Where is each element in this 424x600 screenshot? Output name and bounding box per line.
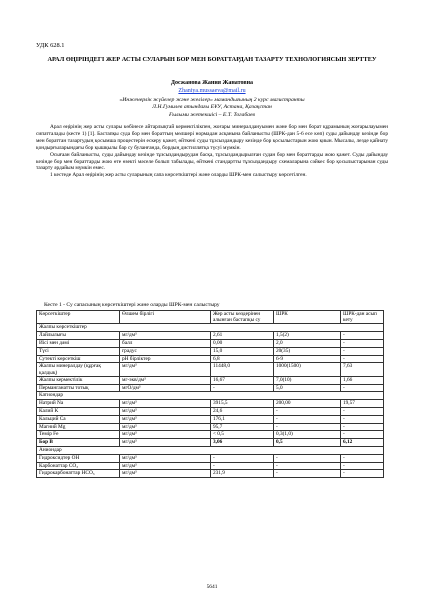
table-row	[37, 400, 384, 408]
table-section-row	[37, 446, 384, 454]
table-header-cell: Көрсеткіштер	[37, 311, 120, 324]
table-cell: 176,1	[211, 415, 274, 423]
table-section-row	[37, 324, 384, 332]
table-cell: 20(35)	[274, 347, 341, 355]
table-row	[37, 454, 384, 462]
udk-code: УДК 628.1	[36, 42, 65, 49]
table-cell: 3,06	[211, 439, 274, 447]
table-cell: Темір Fe	[37, 431, 120, 439]
affiliation-line: «Инженерлік жүйелер және желілер» мамандығының 2 курс магистранты	[119, 97, 305, 103]
table-cell: 6-9	[274, 355, 341, 363]
table-cell: Сутекті көрсеткіш	[37, 355, 120, 363]
table-cell: 7,63	[341, 363, 384, 376]
table-cell: Бор B	[37, 439, 120, 447]
table-cell: -	[211, 462, 274, 470]
table-cell: Лайлылығы	[37, 332, 120, 340]
table-cell: Калий K	[37, 407, 120, 415]
paragraph: Арал өңірінің жер асты сулары көбінесе айтарлықтай кермектілікпен, жоғары минералдануымен және бор мен борат құрамының жоғарылауымен сипатталады (кесте 1) [1]. Бастапқы суда бор мен бораттың мөлшері нормадан асқанына байланысты (ШРК-дан 5-6 есе көп) суды дайындау кезінде бор мен бораттан тазартудың қосымша процестерін ескеру қажет, өйткені суды тұзсыздандыру кезінде бор қосылыстарын жою қиын. Мысалы, лезде қайнату қондырғыларындағы бор қышқылы бар су буланғанда, бордың дистиллятқа түсуі мүмкін.	[36, 124, 388, 151]
table-row	[37, 340, 384, 348]
table-section-label: Аниондар	[37, 446, 384, 454]
table-cell: 6,12	[341, 439, 384, 447]
table-cell: мг/дм³	[120, 332, 211, 340]
body-text	[36, 124, 388, 179]
table-section-row	[37, 392, 384, 400]
table-cell: 3915,5	[211, 400, 274, 408]
table-header-cell: Өлшем бірлігі	[120, 311, 211, 324]
table-header-cell: Жер асты көздерінен алынған бастапқы су	[211, 311, 274, 324]
table-cell: Жалпы кермектілік	[37, 376, 120, 384]
table-cell: -	[341, 332, 384, 340]
table-cell: 231,9	[211, 470, 274, 478]
table-cell: 5,0	[274, 384, 341, 392]
table-cell: 95,7	[211, 423, 274, 431]
table-cell: Карбонаттар CO₃	[37, 462, 120, 470]
table-cell: -	[274, 407, 341, 415]
table-cell: 7,0(10)	[274, 376, 341, 384]
table-cell: 1,5(2)	[274, 332, 341, 340]
table-cell: Кальций Са	[37, 415, 120, 423]
table-cell: мг/дм³	[120, 415, 211, 423]
page-number: 5641	[206, 584, 218, 590]
table-cell: -	[341, 454, 384, 462]
table-cell: мг/дм³	[120, 454, 211, 462]
table-cell: -	[341, 355, 384, 363]
table-caption: Кесте 1 - Су сапасының көрсеткіштері және оларды ШРК-мен салыстыру	[44, 302, 220, 308]
affiliation-line: Л.Н.Гумилев атындағы ЕҰУ, Астана, Қазақстан	[152, 104, 272, 111]
table-cell: мг/дм³	[120, 439, 211, 447]
table-cell: -	[341, 407, 384, 415]
table-cell: Түсі	[37, 347, 120, 355]
paragraph: Осығаан байланысты, суды дайындау кезінде тұзсыздандырудан басқа, тұзсыздандырылған судан бор мен бораттарды жою қажет. Суды дайындау кезінде бор мен бораттарды жою өте өзекті мәселе болып табылады, өйткені стандартты тұзсыздандыру схемаларына сәйкес бор қосылыстарынан суды тазарту әрдайым мүмкін емес.	[36, 151, 388, 172]
table-row	[37, 415, 384, 423]
table-cell: -	[341, 462, 384, 470]
table-cell: 0,00	[211, 340, 274, 348]
table-row	[37, 462, 384, 470]
table-cell: -	[341, 431, 384, 439]
table-row	[37, 439, 384, 447]
table-cell: балл	[120, 340, 211, 348]
table-cell: 19,57	[341, 400, 384, 408]
table-cell: -	[341, 415, 384, 423]
table-cell: -	[274, 454, 341, 462]
table-cell: 200,00	[274, 400, 341, 408]
water-quality-table	[36, 310, 384, 478]
table-cell: мг/дм³	[120, 431, 211, 439]
table-cell: градус	[120, 347, 211, 355]
paragraph: 1 кестеде Арал өңірінің жер асты суларының сапа көрсеткіштері және оларды ШРК-мен салыстыру көрсетілген.	[50, 172, 307, 179]
table-cell: Магний Mg	[37, 423, 120, 431]
author-name: Досжанова Жания Жанатовна	[170, 80, 254, 86]
table-cell: -	[341, 423, 384, 431]
table-section-label: Жалпы көрсеткіштер	[37, 324, 384, 332]
table-section-label: Катиондар	[37, 392, 384, 400]
table-cell: Гидрокарбонаттар HCO₃	[37, 470, 120, 478]
table-header-cell: ШРК-дан асып кету	[341, 311, 384, 324]
table-cell: Перманганатты тотық	[37, 384, 120, 392]
table-row	[37, 363, 384, 376]
table-cell: 2,0	[274, 340, 341, 348]
table-cell: Иісі мен дәмі	[37, 340, 120, 348]
table-row	[37, 423, 384, 431]
table-cell: 6,8	[211, 355, 274, 363]
table-row	[37, 332, 384, 340]
table-cell: -	[274, 470, 341, 478]
table-cell: -	[211, 384, 274, 392]
affiliation	[36, 97, 388, 119]
table-row	[37, 376, 384, 384]
table-cell: -	[274, 415, 341, 423]
table-cell: мг/дм³	[120, 400, 211, 408]
table-cell: мг/дм³	[120, 470, 211, 478]
table-cell: мг/дм³	[120, 363, 211, 376]
table-row	[37, 355, 384, 363]
table-row	[37, 470, 384, 478]
table-cell: 1000(1500)	[274, 363, 341, 376]
table-cell: -	[274, 462, 341, 470]
table-cell: мг/дм³	[120, 462, 211, 470]
table-cell: Жалпы минералдау (құрғақ қалдық)	[37, 363, 120, 376]
paper-title: АРАЛ ӨҢІРІНДЕГІ ЖЕР АСТЫ СУЛАРЫН БОР МЕН БОРАТТАРДАН ТАЗАРТУ ТЕХНОЛОГИЯСЫН ЗЕРТТЕУ	[47, 56, 377, 63]
table-cell: мгО/дм³	[120, 384, 211, 392]
table-cell: < 0,5	[211, 431, 274, 439]
table-cell: 24,6	[211, 407, 274, 415]
table-cell: Натрий Na	[37, 400, 120, 408]
table-cell: мг-экв/дм³	[120, 376, 211, 384]
table-cell: 2,61	[211, 332, 274, 340]
table-cell: -	[341, 347, 384, 355]
table-row	[37, 407, 384, 415]
table-cell: 16,67	[211, 376, 274, 384]
table-cell: Гидроксидтер OH	[37, 454, 120, 462]
table-header-cell: ШРК	[274, 311, 341, 324]
table-header-row	[37, 311, 384, 324]
table-cell: 11448,0	[211, 363, 274, 376]
supervisor-line: Ғылыми жетекшісі – Е.Т. Тогабаев	[168, 111, 256, 118]
table-row	[37, 384, 384, 392]
table-cell: -	[274, 423, 341, 431]
table-cell: -	[341, 384, 384, 392]
table-cell: 0,3(1,0)	[274, 431, 341, 439]
table-row	[37, 431, 384, 439]
table-row	[37, 347, 384, 355]
table-cell: мг/дм³	[120, 423, 211, 431]
table-body	[37, 324, 384, 478]
table-cell: -	[341, 470, 384, 478]
author-email-link[interactable]: Zhaniya.mussaeva@mail.ru	[178, 88, 246, 94]
table-cell: -	[341, 340, 384, 348]
table-cell: pH бірліктер	[120, 355, 211, 363]
table-cell: -	[211, 454, 274, 462]
table-cell: 15,0	[211, 347, 274, 355]
table-cell: 1,66	[341, 376, 384, 384]
table-cell: 0,5	[274, 439, 341, 447]
table-cell: мг/дм³	[120, 407, 211, 415]
